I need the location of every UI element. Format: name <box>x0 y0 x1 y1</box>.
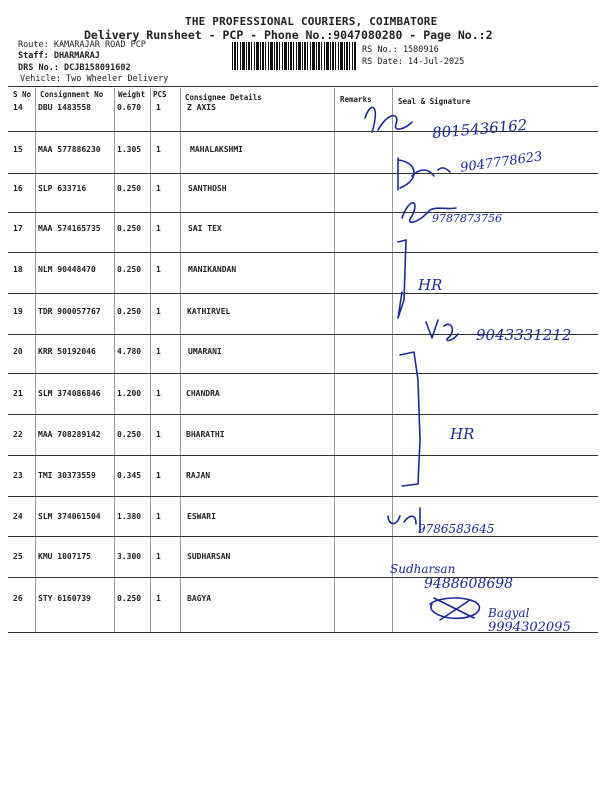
col-seal-signature: Seal & Signature <box>398 97 471 106</box>
row-weight: 0.250 <box>117 224 142 233</box>
col-weight: Weight <box>118 90 146 99</box>
row-consignee: SANTHOSH <box>188 184 227 193</box>
row-sno: 16 <box>13 184 23 193</box>
row-pcs: 1 <box>156 552 161 561</box>
row-sno: 26 <box>13 594 23 603</box>
row-consignee: SAI TEX <box>188 224 222 233</box>
col-remarks: Remarks <box>340 95 372 104</box>
row-consignee: UMARANI <box>188 347 222 356</box>
row-weight: 0.250 <box>117 594 142 603</box>
row-sno: 17 <box>13 224 23 233</box>
handwritten-hr-22: HR <box>450 425 475 443</box>
signature-row-24 <box>388 508 420 532</box>
row-weight: 0.345 <box>117 471 142 480</box>
vehicle-label: Vehicle: Two Wheeler Delivery <box>20 74 169 84</box>
row-sno: 18 <box>13 265 23 274</box>
row-consignee: ESWARI <box>187 512 216 521</box>
col-sno: S No <box>13 90 32 99</box>
handwritten-phone-25: 9488608698 <box>424 576 514 592</box>
signature-row-26-stamp <box>430 598 479 620</box>
handwritten-phone-15: 9047778623 <box>459 149 544 176</box>
row-pcs: 1 <box>156 307 161 316</box>
rs-date: RS Date: 14-Jul-2025 <box>362 57 465 67</box>
row-pcs: 1 <box>156 184 161 193</box>
row-consignment: STY 6160739 <box>38 594 91 603</box>
signature-row-19 <box>426 320 458 341</box>
row-pcs: 1 <box>156 430 161 439</box>
row-pcs: 1 <box>156 594 161 603</box>
handwritten-phone-14: 8015436162 <box>431 115 529 143</box>
row-weight: 1.380 <box>117 512 142 521</box>
row-consignee: MAHALAKSHMI <box>190 145 243 154</box>
row-pcs: 1 <box>156 265 161 274</box>
route-label: Route: KAMARAJAR ROAD PCP <box>18 40 146 50</box>
row-pcs: 1 <box>156 389 161 398</box>
row-pcs: 1 <box>156 224 161 233</box>
row-sno: 23 <box>13 471 23 480</box>
row-consignment: MAA 708289142 <box>38 430 101 439</box>
row-consignee: MANIKANDAN <box>188 265 237 274</box>
handwritten-phone-26: 9994302095 <box>488 620 571 635</box>
row-pcs: 1 <box>156 471 161 480</box>
row-consignment: SLM 374086846 <box>38 389 101 398</box>
row-consignment: TDR 900057767 <box>38 307 101 316</box>
handwritten-name-26: Bagyal <box>488 606 530 620</box>
row-pcs: 1 <box>156 103 161 112</box>
company-name: THE PROFESSIONAL COURIERS, COIMBATORE <box>185 15 438 28</box>
row-sno: 25 <box>13 552 23 561</box>
row-sno: 14 <box>13 103 23 112</box>
row-consignee: RAJAN <box>186 471 211 480</box>
row-weight: 0.250 <box>117 307 142 316</box>
col-consignment: Consignment No <box>40 90 104 99</box>
row-pcs: 1 <box>156 145 161 154</box>
row-consignee: KATHIRVEL <box>187 307 231 316</box>
rs-number: RS No.: 1580916 <box>362 45 439 55</box>
row-consignment: KRR 50192046 <box>38 347 96 356</box>
row-sno: 24 <box>13 512 23 521</box>
row-sno: 22 <box>13 430 23 439</box>
signature-row-14 <box>365 107 412 132</box>
row-consignment: MAA 574165735 <box>38 224 101 233</box>
row-consignment: SLP 633716 <box>38 184 87 193</box>
drs-number: DRS No.: DCJB158091602 <box>18 63 131 73</box>
row-weight: 1.200 <box>117 389 142 398</box>
row-sno: 19 <box>13 307 23 316</box>
signature-rows-17-19 <box>398 240 406 318</box>
staff-label: Staff: DHARMARAJ <box>18 51 100 61</box>
row-pcs: 1 <box>156 347 161 356</box>
handwritten-phone-19: 9043331212 <box>476 326 572 344</box>
col-consignee: Consignee Details <box>185 93 262 102</box>
row-pcs: 1 <box>156 512 161 521</box>
row-weight: 1.305 <box>117 145 142 154</box>
col-pcs: PCS <box>153 90 167 99</box>
runsheet-title: Delivery Runsheet - PCP - Phone No.:9047080280 - Page No.:2 <box>84 28 493 42</box>
row-consignee: SUDHARSAN <box>187 552 231 561</box>
row-weight: 0.250 <box>117 430 142 439</box>
row-weight: 0.250 <box>117 184 142 193</box>
row-sno: 15 <box>13 145 23 154</box>
row-consignee: BHARATHI <box>186 430 225 439</box>
handwritten-name-25: Sudharsan <box>390 562 456 576</box>
row-sno: 20 <box>13 347 23 356</box>
row-consignment: NLM 90448470 <box>38 265 96 274</box>
handwritten-hr-18: HR <box>418 276 443 294</box>
row-consignee: CHANDRA <box>186 389 220 398</box>
row-consignment: SLM 374061504 <box>38 512 101 521</box>
row-sno: 21 <box>13 389 23 398</box>
row-consignee: Z AXIS <box>187 103 216 112</box>
row-weight: 0.250 <box>117 265 142 274</box>
row-weight: 3.300 <box>117 552 142 561</box>
handwritten-phone-16: 9787873756 <box>432 212 502 225</box>
handwritten-phone-24: 9786583645 <box>418 522 495 536</box>
row-consignment: MAA 577886230 <box>38 145 101 154</box>
row-weight: 0.670 <box>117 103 142 112</box>
row-consignee: BAGYA <box>187 594 212 603</box>
row-consignment: TMI 30373559 <box>38 471 96 480</box>
row-consignment: DBU 1483558 <box>38 103 91 112</box>
row-consignment: KMU 1007175 <box>38 552 91 561</box>
signature-row-15 <box>398 158 450 190</box>
row-weight: 4.780 <box>117 347 142 356</box>
signature-rows-20-23 <box>400 352 420 486</box>
